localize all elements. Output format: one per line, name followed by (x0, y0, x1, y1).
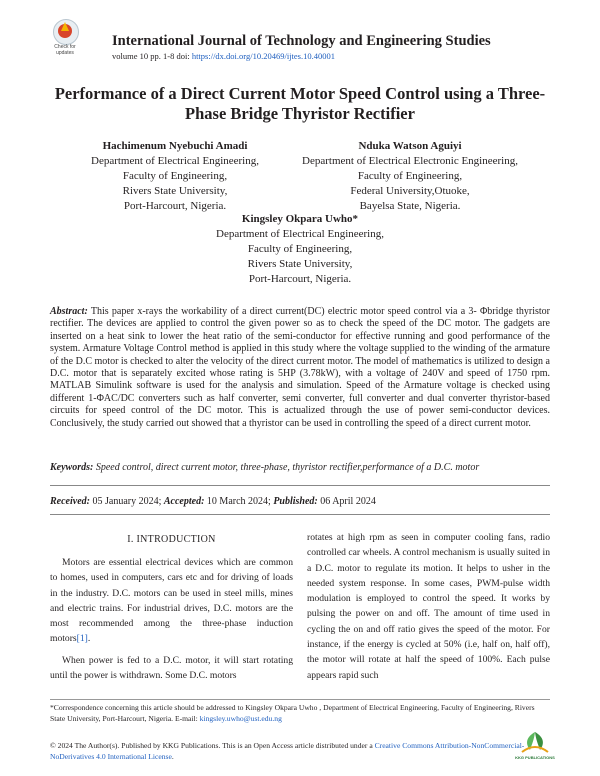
affiliation-line: Faculty of Engineering, (247, 243, 353, 255)
license-notice (50, 740, 550, 762)
abstract-text: This paper x-rays the workability of a direct current(DC) electric motor speed control via a 3- Φbridge thyristor rectifier. The devices are applied to control the given power so as to check the speed of the DC motor. The gadgets are inserted on a heat sink to lower the heat ratio of the semi-conductor for effective running and good performance of the system. Armature Voltage Control method is applied in this study where the voltage supplied to the winding of the armature of the D.C motor is checked to alter the velocity of the direct current motor. The model of mathematics is utilized to design a D.C. motor that is separately excited whose rating is 5HP (3.78kW), with a voltage of 240V and speed of 1750 rpm. MATLAB Simulink software is used for the analysis and simulation. Speed of the Armature voltage is checked using different 1-ΦAC/DC converters such as half converter, semi converter, full converter and dual converter thyristor-based circuits for speed control of the DC motor. This is actualized through the use of power semi-conductor devices. Conclusively, the study carried out showed that a thyristor can be used in controlling the speed of a direct current motor. (50, 306, 550, 429)
keywords (50, 462, 550, 473)
correspondence-footnote (50, 702, 550, 724)
author-name: Hachimenum Nyebuchi Amadi (102, 140, 248, 152)
published-date: 06 April 2024 (320, 496, 376, 507)
affiliation-line: Department of Electrical Engineering, (216, 228, 384, 240)
abstract-label: Abstract: (50, 306, 88, 317)
accepted-date: 10 March 2024; (206, 496, 271, 507)
volume-line (112, 51, 335, 61)
license-link[interactable]: Creative Commons Attribution-NonCommercial-NoDerivatives 4.0 International License (50, 741, 525, 761)
affiliation-line: Faculty of Engineering, (122, 170, 228, 182)
published-label: Published: (273, 496, 318, 507)
citation-link[interactable]: [1] (76, 633, 88, 645)
publisher-leaf-icon (512, 730, 558, 756)
keywords-text: Speed control, direct current motor, three-phase, thyristor rectifier,performance of a D.C. motor (95, 462, 480, 473)
paragraph-end: . (87, 633, 91, 645)
affiliation-line: Department of Electrical Electronic Engineering, (302, 155, 518, 167)
license-end: . (171, 752, 174, 761)
affiliation-line: Rivers State University, (122, 185, 228, 197)
license-text: © 2024 The Author(s). Published by KKG Publications. This is an Open Access article distributed under a (50, 741, 375, 750)
accepted-label: Accepted: (163, 496, 205, 507)
affiliation-line: Federal University,Otuoke, (350, 185, 470, 197)
divider-bottom (50, 514, 550, 515)
author-block-1 (60, 139, 290, 214)
section-heading: I. INTRODUCTION (127, 534, 216, 545)
left-column (50, 555, 293, 683)
doi-link[interactable]: https://dx.doi.org/10.20469/ijtes.10.40001 (191, 51, 335, 61)
publication-dates (50, 496, 550, 507)
author-name: Kingsley Okpara Uwho* (241, 213, 359, 225)
author-name: Nduka Watson Aguiyi (358, 140, 462, 152)
badge-label: Check for updates (54, 44, 76, 56)
footnote-text: *Correspondence concerning this article should be addressed to Kingsley Okpara Uwho , Department of Electrical Engineering, Faculty of Engineering, Rivers State University, Port-Harcourt, Nigeria. E-mail: (50, 703, 535, 723)
right-column (307, 530, 550, 683)
footnote-rule (50, 699, 550, 700)
check-for-updates-badge[interactable] (47, 19, 83, 59)
affiliation-line: Department of Electrical Engineering, (91, 155, 259, 167)
divider-top (50, 485, 550, 486)
paragraph (50, 555, 293, 647)
publisher-logo (512, 730, 558, 762)
volume-info: volume 10 pp. 1-8 doi: (112, 51, 192, 61)
paragraph-text: Motors are essential electrical devices which are common to homes, used in computers, cars etc and for driving of loads in the industry. D.C. motors can be used in steel mills, mines and electric trains. For industrial drives, D.C. motors are the most recommended among the three-phase induction motors (50, 557, 293, 645)
affiliation-line: Rivers State University, (247, 258, 353, 270)
journal-title: International Journal of Technology and Engineering Studies (112, 33, 491, 49)
received-date: 05 January 2024; (92, 496, 162, 507)
affiliation-line: Port-Harcourt, Nigeria. (248, 273, 352, 285)
paragraph: When power is fed to a D.C. motor, it will start rotating until the power is withdrawn. Some D.C. motors (50, 654, 293, 682)
affiliation-line: Bayelsa State, Nigeria. (359, 200, 461, 212)
email-link[interactable]: kingsley.uwho@ust.edu.ng (199, 714, 282, 723)
author-block-2 (280, 139, 540, 214)
affiliation-line: Faculty of Engineering, (357, 170, 463, 182)
abstract (50, 306, 550, 430)
paragraph: rotates at high rpm as seen in computer cooling fans, radio controlled car wheels. A control mechanism is usually suited in a D.C. motor to regulate its motion. It helps to usher in the needed system response. In some cases, PWM-pulse width modulation is employed to control the speed. It works by pulsing the power on and off. The amount of time used in cycling the on and off ratio gives the speed of the motor. For instance, if the energy is cycled at 50% (i.e, half on, half off), the motor will rotate at half the speed of 100%. Each pulse appears rapid such (307, 532, 550, 681)
author-block-3 (180, 212, 420, 287)
keywords-label: Keywords: (50, 462, 94, 473)
publisher-name: KKG PUBLICATIONS (515, 755, 555, 760)
paper-title: Performance of a Direct Current Motor Speed Control using a Three-Phase Bridge Thyristor Rectifier (54, 84, 546, 123)
affiliation-line: Port-Harcourt, Nigeria. (123, 200, 227, 212)
received-label: Received: (50, 496, 90, 507)
